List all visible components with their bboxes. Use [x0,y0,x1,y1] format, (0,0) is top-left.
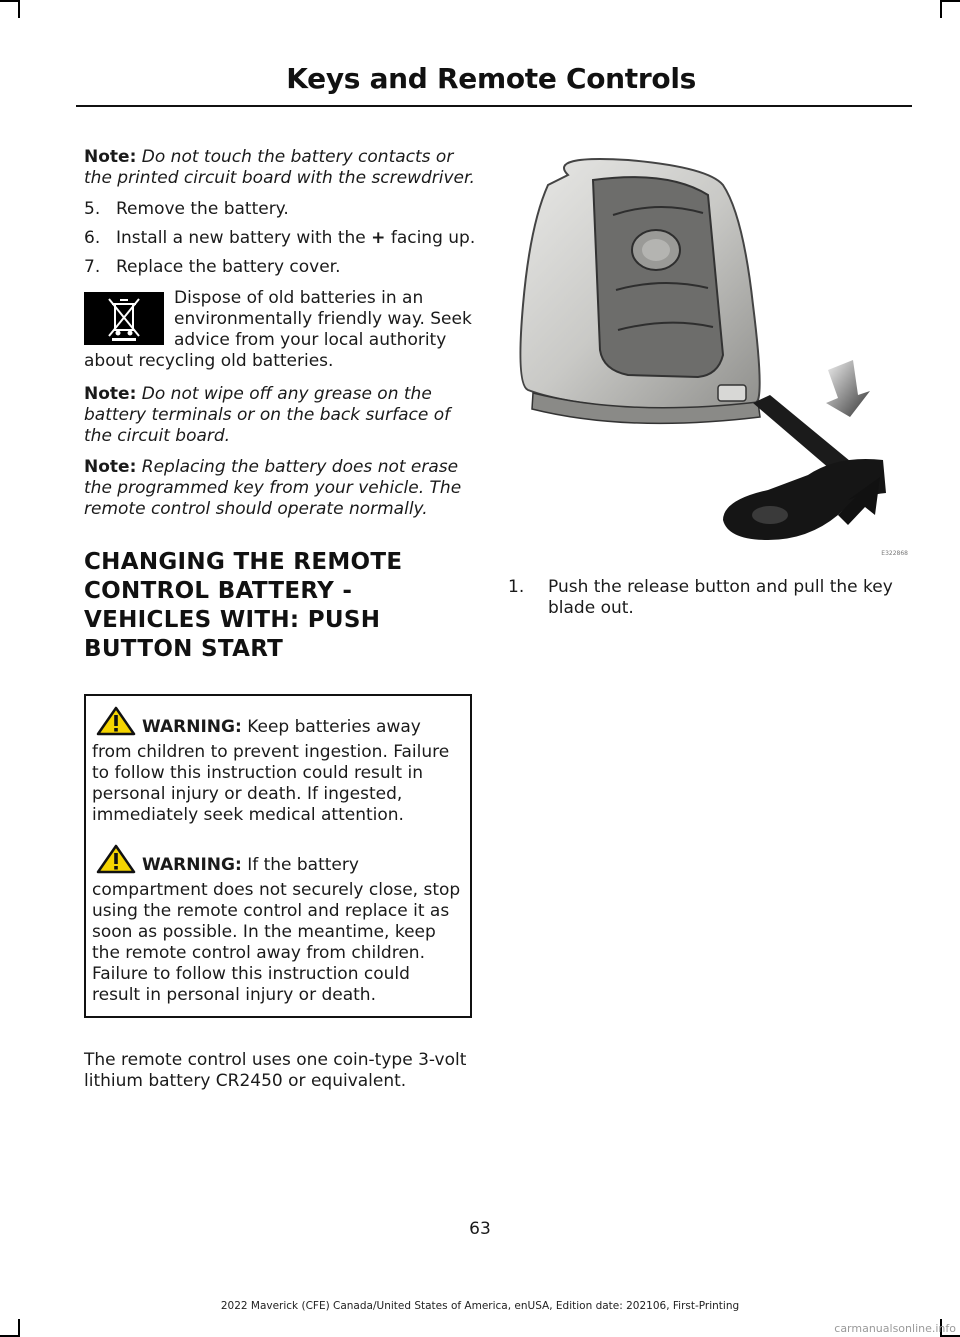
edition-footer: 2022 Maverick (CFE) Canada/United States of America, enUSA, Edition date: 202106, First-Printing [220,1300,740,1312]
note-label: Note: [84,147,137,167]
note-text: Do not touch the battery contacts or the printed circuit board with the screwdriver. [84,147,475,188]
crossed-bin-recycle-icon [84,292,164,345]
warning-box [84,694,472,1018]
plus-symbol: + [371,228,386,248]
step-text: Push the release button and pull the key blade out. [548,577,893,618]
crop-mark [942,0,960,2]
note-text: Do not wipe off any grease on the battery terminals or on the back surface of the circuit board. [84,384,451,446]
step-number: 1. [508,577,525,597]
note-grease [84,384,476,447]
crop-mark [18,1319,20,1337]
step-number: 6. [84,228,101,248]
key-fob-illustration [508,155,912,565]
right-column [508,155,912,619]
warning-triangle-icon [96,706,136,742]
battery-steps-list [84,199,476,278]
list-item [84,199,476,220]
list-item [84,257,476,278]
step-text: Remove the battery. [116,199,289,219]
warning-triangle-icon [96,844,136,880]
warning-text: If the battery compartment does not securely close, stop using the remote control and replace it as soon as possible. In the meantime, keep the remote control away from children. Failure to follow this instruction could result in personal injury or death. [92,855,461,1005]
crop-mark [940,0,942,18]
section-heading: CHANGING THE REMOTE CONTROL BATTERY - VEHICLES WITH: PUSH BUTTON START [84,549,403,662]
warning-label: WARNING: [142,717,242,737]
list-item [508,577,912,619]
crop-mark [18,0,20,18]
warning-compartment [92,844,462,1006]
warning-text: Keep batteries away from children to prevent ingestion. Failure to follow this instruction could result in personal injury or death. If ingested, immediately seek medical attention. [92,717,450,825]
page-title: Keys and Remote Controls [286,62,696,95]
crop-mark [0,0,18,2]
page-number: 63 [469,1219,491,1239]
note-label: Note: [84,384,137,404]
step-text-before: Install a new battery with the [116,228,366,248]
step-text-after: facing up. [390,228,476,248]
step-number: 7. [84,257,101,277]
left-column [84,147,476,1092]
step-number: 5. [84,199,101,219]
disposal-text: Dispose of old batteries in an environmentally friendly way. Seek advice from your local authority about recycling old batteries. [84,288,472,371]
warning-label: WARNING: [142,855,242,875]
note-screwdriver [84,147,476,189]
figure-label: E322868 [881,550,908,557]
warning-ingestion [92,706,462,826]
step-text [116,228,476,249]
watermark: carmanualsonline.info [834,1322,956,1335]
disposal-notice [84,288,476,372]
header-divider [76,105,912,107]
battery-type-text: The remote control uses one coin-type 3-volt lithium battery CR2450 or equivalent. [84,1050,467,1091]
step-text: Replace the battery cover. [116,257,341,277]
note-label: Note: [84,457,137,477]
note-text: Replacing the battery does not erase the programmed key from your vehicle. The remote control should operate normally. [84,457,462,519]
list-item [84,228,476,249]
note-programmed-key [84,457,476,520]
